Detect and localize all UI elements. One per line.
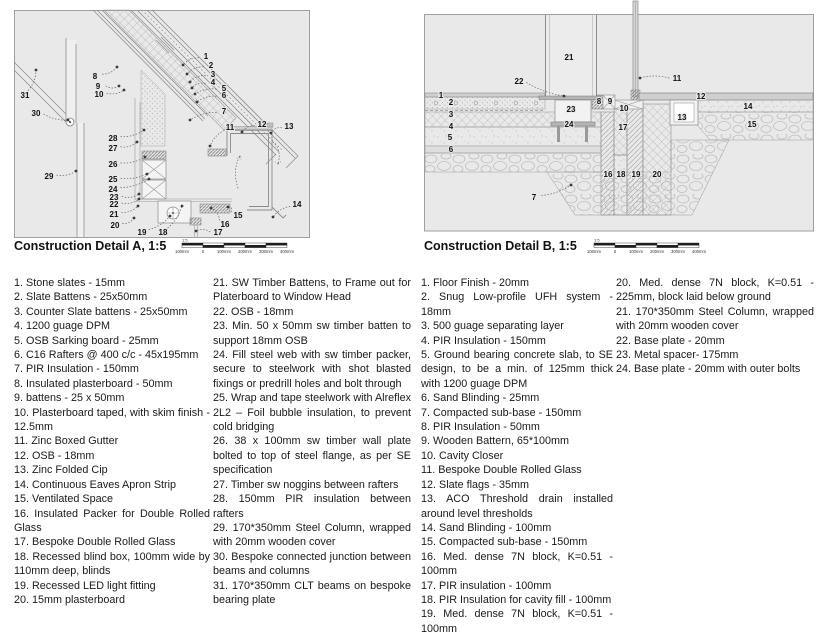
legend-item: 5. OSB Sarking board - 25mm: [14, 334, 159, 347]
legend-item: 15. Ventilated Space: [14, 493, 114, 506]
cavity-fill-insulation: [614, 155, 627, 215]
callout-dot: [194, 93, 197, 96]
callout-dot: [272, 216, 275, 219]
callout-dot: [146, 173, 149, 176]
callout-11: 11: [672, 74, 682, 83]
callout-17: 17: [618, 123, 628, 132]
inner-block-leaf: [601, 112, 614, 215]
callout-11: 11: [225, 123, 235, 132]
callout-19: 19: [631, 170, 641, 179]
callout-2: 2: [208, 61, 214, 70]
legend-item: 3. 500 guage separating layer: [421, 320, 564, 333]
legend-item: 11. Bespoke Double Rolled Glass: [421, 464, 582, 477]
callout-dot: [189, 81, 192, 84]
callout-dot: [169, 215, 172, 218]
callout-9: 9: [607, 97, 613, 106]
legend-item: 20. 15mm plasterboard: [14, 593, 126, 606]
callout-dot: [210, 207, 213, 210]
scale-label: 100mm: [587, 249, 601, 254]
legend-item: 24. Fill steel web with sw timber packer, secure to steelwork with shot blasted fixings or predrill holes and bolt through: [213, 349, 411, 390]
legend-item: 16. Med. dense 7N block, K=0.51 - 100mm: [421, 550, 613, 578]
callout-14: 14: [292, 200, 302, 209]
callout-3: 3: [210, 70, 216, 79]
callout-dot: [143, 129, 146, 132]
legend-item: 13. Zinc Folded Cip: [14, 464, 108, 477]
legend-item: 22. OSB - 18mm: [213, 305, 294, 318]
callout-8: 8: [596, 97, 602, 106]
callout-4: 4: [210, 78, 216, 87]
exterior-sand-blinding: [698, 100, 813, 112]
scale-label: 200mm: [238, 249, 252, 254]
legend-item: 14. Sand Blinding - 100mm: [421, 521, 552, 534]
legend-item: 21. 170*350mm Steel Column, wrapped with 20mm wooden cover: [616, 305, 814, 333]
callout-dot: [195, 230, 198, 233]
callout-12: 12: [257, 120, 267, 129]
scale-bar-a: [176, 238, 308, 256]
legend-item: 4. 1200 guage DPM: [14, 320, 111, 333]
legend-item: 18. Recessed blind box, 100mm wide by 110mm deep, blinds: [14, 550, 210, 578]
glazing-head: [190, 218, 201, 225]
scale-ratio: 1:5: [594, 237, 600, 243]
callout-28: 28: [108, 134, 118, 143]
callout-dot: [639, 77, 642, 80]
scale-label: 100mm: [175, 249, 189, 254]
callout-8: 8: [92, 72, 98, 81]
legend-item: 11. Zinc Boxed Gutter: [14, 435, 119, 448]
legend-item: 27. Timber sw noggins between rafters: [213, 478, 399, 491]
base-plate-upper: [539, 96, 601, 100]
callout-22: 22: [514, 77, 524, 86]
callout-17: 17: [213, 228, 223, 237]
callout-16: 16: [220, 220, 230, 229]
callout-dot: [67, 119, 70, 122]
callout-7: 7: [531, 193, 537, 202]
legend-item: 23. Metal spacer- 175mm: [616, 349, 739, 362]
callout-10: 10: [94, 90, 104, 99]
legend-item: 17. Bespoke Double Rolled Glass: [14, 536, 176, 549]
callout-26: 26: [108, 160, 118, 169]
callout-22: 22: [109, 200, 119, 209]
legend-item: 8. Insulated plasterboard - 50mm: [14, 377, 173, 390]
legend-item: 1. Stone slates - 15mm: [14, 277, 126, 289]
legend-item: 1. Floor Finish - 20mm: [421, 277, 529, 289]
scale-label: 100mm: [629, 249, 643, 254]
callout-dot: [138, 198, 141, 201]
legend-item: 22. Base plate - 20mm: [616, 334, 725, 347]
callout-12: 12: [696, 92, 706, 101]
legend-a-col1: [14, 276, 210, 607]
wall-buildup: [592, 95, 671, 215]
legend-item: 21. SW Timber Battens, to Frame out for Platerboard to Window Head: [213, 277, 411, 304]
legend-item: 6. Sand Blinding - 25mm: [421, 392, 540, 405]
anchor-bolt: [557, 126, 560, 142]
below-ground-block: [643, 104, 671, 215]
callout-18: 18: [616, 170, 626, 179]
callout-1: 1: [203, 52, 209, 61]
callout-9: 9: [95, 82, 101, 91]
callout-29: 29: [44, 172, 54, 181]
callout-1: 1: [438, 91, 444, 100]
legend-item: 9. battens - 25 x 50mm: [14, 392, 125, 405]
legend-item: 7. PIR Insulation - 150mm: [14, 363, 139, 376]
legend-item: 15. Compacted sub-base - 150mm: [421, 536, 588, 549]
legend-item: 20. Med. dense 7N block, K=0.51 - 225mm, block laid below ground: [616, 277, 814, 304]
callout-dot: [227, 206, 230, 209]
insulated-packer: [200, 204, 230, 213]
callout-20: 20: [110, 221, 120, 230]
scale-label: 200mm: [650, 249, 664, 254]
gutter-bracket: [208, 149, 226, 156]
callout-16: 16: [603, 170, 613, 179]
callout-3: 3: [448, 110, 454, 119]
legend-item: 7. Compacted sub-base - 150mm: [421, 406, 582, 419]
outer-block-leaf: [627, 104, 643, 215]
callout-dot: [189, 119, 192, 122]
callout-4: 4: [448, 122, 454, 131]
callout-13: 13: [677, 113, 687, 122]
legend-item: 9. Wooden Battern, 65*100mm: [421, 435, 570, 448]
callout-dot: [136, 141, 139, 144]
callout-dot: [241, 131, 244, 134]
callout-dot: [35, 69, 38, 72]
callout-dot: [191, 87, 194, 90]
legend-item: 14. Continuous Eaves Apron Strip: [14, 478, 177, 491]
scale-bar-b: [588, 238, 720, 256]
callout-dot: [144, 156, 147, 159]
legend-item: 24. Base plate - 20mm with outer bolts: [616, 363, 801, 376]
legend-item: 12. OSB - 18mm: [14, 449, 95, 462]
legend-item: 2. Slate Battens - 25x50mm: [14, 291, 148, 304]
callout-6: 6: [221, 91, 227, 100]
callout-dot: [186, 73, 189, 76]
legend-item: 29. 170*350mm Steel Column, wrapped with 20mm wooden cover: [213, 521, 411, 549]
callout-15: 15: [233, 211, 243, 220]
scale-label: 100mm: [217, 249, 231, 254]
legend-item: 19. Recessed LED light fitting: [14, 579, 156, 592]
scale-label: 300mm: [259, 249, 273, 254]
legend-item: 13. ACO Threshold drain installed around level thresholds: [421, 493, 613, 520]
scale-label: 400mm: [280, 249, 294, 254]
callout-13: 13: [284, 122, 294, 131]
callout-15: 15: [747, 120, 757, 129]
scale-label: 400mm: [692, 249, 706, 254]
callout-5: 5: [221, 84, 227, 93]
legend-item: 8. PIR Insulation - 50mm: [421, 421, 540, 434]
callout-23: 23: [109, 193, 119, 202]
anchor-bolt: [585, 126, 588, 142]
detail-b-drawing: [424, 0, 814, 232]
callout-10: 10: [619, 104, 629, 113]
legend-item: 4. PIR Insulation - 150mm: [421, 334, 546, 347]
legend-item: 12. Slate flags - 35mm: [421, 478, 530, 491]
callout-25: 25: [108, 175, 118, 184]
scale-bar-labels: [175, 249, 294, 254]
legend-item: 25. Wrap and tape steelwork with Alreflex 2L2 – Foil bubble insulation, to prevent cold bridging: [213, 392, 411, 434]
legend-item: 2. Snug Low-profile UFH system - 18mm: [421, 291, 613, 318]
callout-30: 30: [31, 109, 41, 118]
callout-dot: [138, 193, 141, 196]
scale-ratio: 1:5: [182, 237, 188, 243]
detail-a-drawing: [14, 10, 310, 238]
scale-bar-segments: [182, 243, 287, 248]
callout-dot: [133, 217, 136, 220]
callout-dot: [563, 95, 566, 98]
legend-b-col1: [421, 276, 613, 636]
callout-21: 21: [109, 210, 119, 219]
detail-b-title: Construction Detail B, 1:5: [424, 239, 577, 253]
callout-24: 24: [108, 185, 118, 194]
legend-b-col2: [616, 276, 814, 377]
legend-a-col2: [213, 276, 411, 607]
callout-6: 6: [448, 145, 454, 154]
legend-item: 30. Bespoke connected junction between beams and columns: [213, 550, 411, 578]
callout-dot: [270, 132, 273, 135]
legend-item: 5. Ground bearing concrete slab, to SE design, to be a min. of 125mm thick with 1200 guage DPM: [421, 349, 613, 390]
callout-7: 7: [221, 107, 227, 116]
callout-dot: [181, 205, 184, 208]
legend-item: 17. PIR insulation - 100mm: [421, 579, 552, 592]
callout-dot: [209, 145, 212, 148]
scale-bar-segments: [594, 243, 699, 248]
callout-31: 31: [20, 91, 30, 100]
legend-item: 18. PIR Insulation for cavity fill - 100mm: [421, 593, 612, 606]
scale-label: 300mm: [671, 249, 685, 254]
callout-dot: [118, 85, 121, 88]
zinc-folded-clip: [267, 123, 273, 127]
callout-23: 23: [566, 105, 576, 114]
legend-item: 6. C16 Rafters @ 400 c/c - 45x195mm: [14, 349, 199, 362]
legend-item: 3. Counter Slate battens - 25x50mm: [14, 305, 188, 318]
legend-item: 16. Insulated Packer for Double Rolled Glass: [14, 507, 210, 534]
legend-item: 10. Plasterboard taped, with skim finish - 12.5mm: [14, 406, 210, 434]
cavity-pir-insulation: [614, 109, 627, 155]
callout-20: 20: [652, 170, 662, 179]
callout-24: 24: [564, 120, 574, 129]
callout-dot: [570, 184, 573, 187]
callout-5: 5: [447, 133, 453, 142]
callout-dot: [116, 66, 119, 69]
callout-dot: [148, 178, 151, 181]
subbase-layer: [425, 153, 601, 172]
legend-item: 19. Med. dense 7N block, K=0.51 - 100mm: [421, 608, 613, 635]
callout-dot: [196, 101, 199, 104]
callout-21: 21: [564, 53, 574, 62]
callout-2: 2: [448, 98, 454, 107]
callout-dot: [182, 64, 185, 67]
detail-a-title: Construction Detail A, 1:5: [14, 239, 167, 253]
legend-item: 31. 170*350mm CLT beams on bespoke bearing plate: [213, 579, 411, 606]
callout-27: 27: [108, 144, 118, 153]
callout-dot: [75, 170, 78, 173]
scale-label: 0: [201, 249, 205, 254]
legend-item: 26. 38 x 100mm sw timber wall plate bolted to top of steel flange, as per SE specification: [213, 435, 411, 477]
callout-dot: [137, 205, 140, 208]
callout-14: 14: [743, 102, 753, 111]
callout-dot: [123, 89, 126, 92]
legend-item: 28. 150mm PIR insulation between rafters: [213, 493, 411, 520]
callout-18: 18: [158, 228, 168, 237]
callout-19: 19: [137, 228, 147, 237]
legend-item: 10. Cavity Closer: [421, 449, 504, 462]
slate-flags: [639, 93, 813, 100]
scale-label: 0: [613, 249, 617, 254]
legend-item: 23. Min. 50 x 50mm sw timber batten to support 18mm OSB: [213, 320, 411, 347]
scale-bar-labels: [587, 249, 706, 254]
